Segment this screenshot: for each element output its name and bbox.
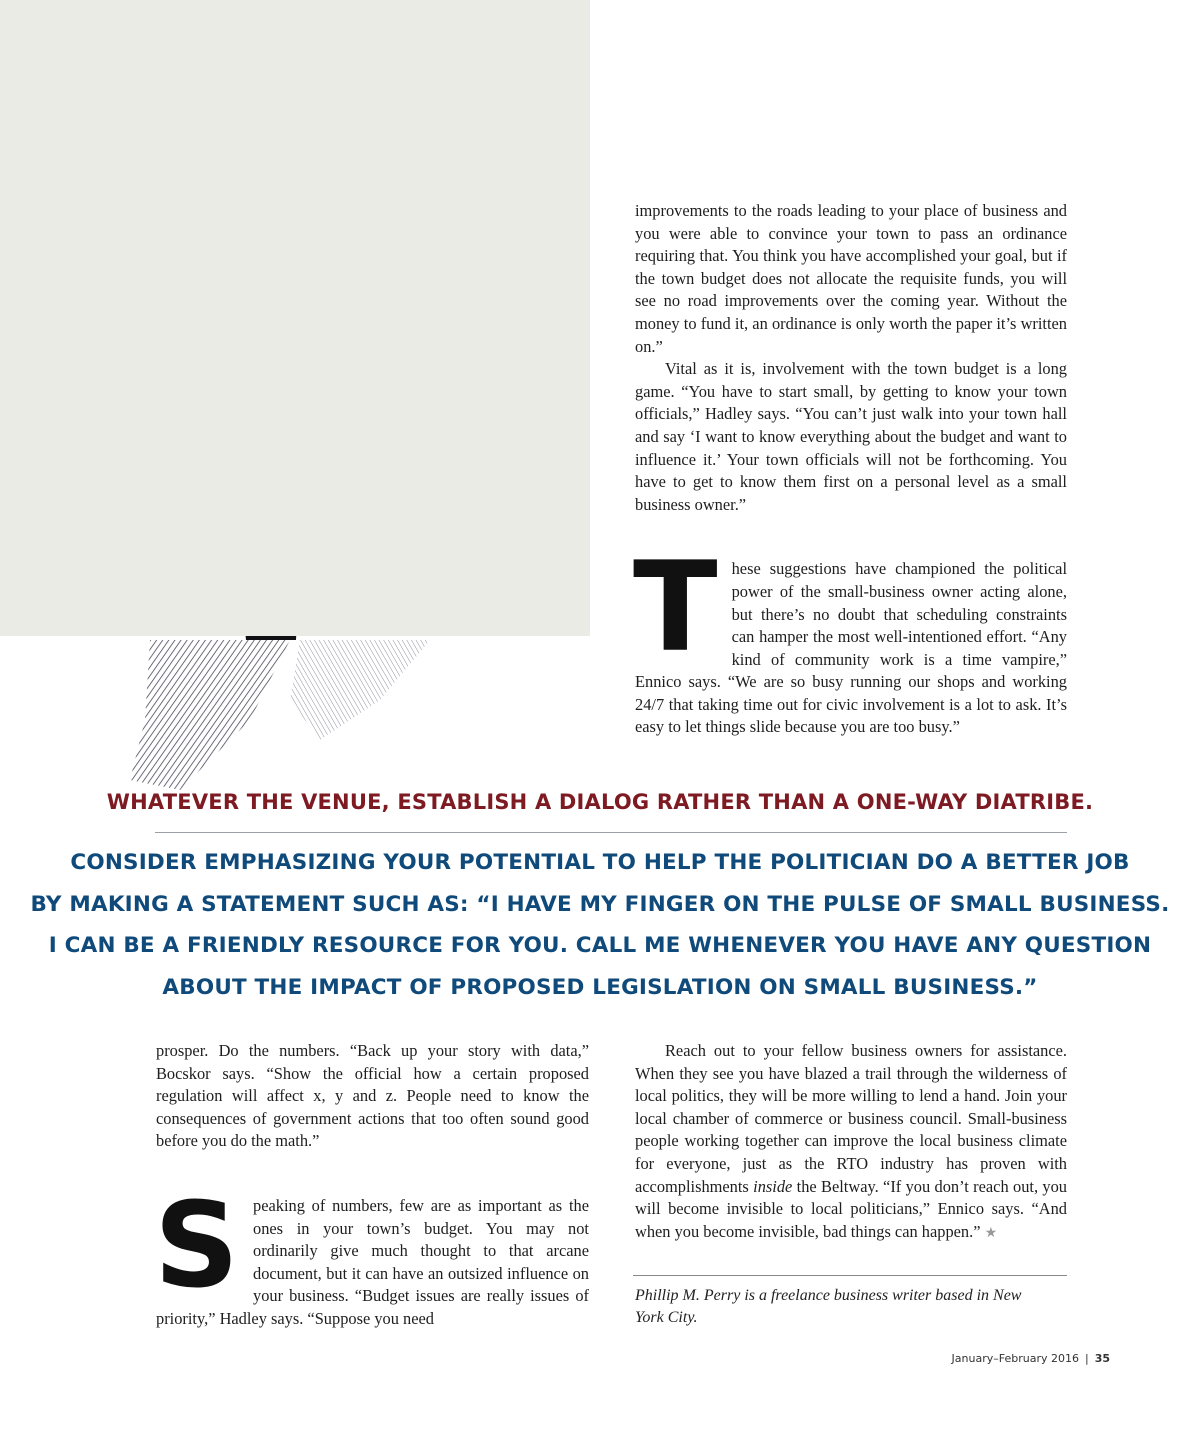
- pull-quote-line: BY MAKING A STATEMENT SUCH AS: “I HAVE MY FINGER ON THE PULSE OF SMALL BUSINESS.: [30, 891, 1170, 917]
- pull-quote-red: WHATEVER THE VENUE, ESTABLISH A DIALOG RATHER THAN A ONE-WAY DIATRIBE.: [106, 790, 1094, 814]
- pull-quote-blue: [0, 842, 1200, 1008]
- paragraph-text: peaking of numbers, few are as important as the ones in your town’s budget. You may not ordinarily give much thought to that arcane document, but it can have an outsized influence on your business. “Budget issues are really issues of priority,” Hadley says. “Suppose you need: [156, 1195, 589, 1328]
- pull-quote-line: I CAN BE A FRIENDLY RESOURCE FOR YOU. CALL ME WHENEVER YOU HAVE ANY QUESTION: [48, 933, 1152, 958]
- bio-divider: [633, 1275, 1067, 1276]
- paragraph-with-dropcap: [154, 1175, 589, 1331]
- article-column-top-right: [635, 200, 1067, 739]
- divider: [155, 832, 1067, 833]
- pull-quote-line: ABOUT THE IMPACT OF PROPOSED LEGISLATION ON SMALL BUSINESS.”: [162, 974, 1038, 1000]
- paragraph-with-dropcap: [633, 536, 1067, 739]
- paragraph: improvements to the roads leading to your place of business and you were able to convince your town to pass an ordinance requiring that. You think you have accomplished your goal, but if the town budget does not allocate the requisite funds, you will see no road improvements over the coming year. Without the money to fund it, an ordinance is only worth the paper it’s written on.”: [635, 201, 1067, 356]
- dropcap-letter: T: [633, 536, 718, 681]
- paragraph: prosper. Do the numbers. “Back up your story with data,” Bocskor says. “Show the official how a certain proposed regulation will affect x, y and z. People need to know the consequences of government actions that too often sound good before you do the math.”: [156, 1041, 589, 1151]
- article-column-bottom-left: [156, 1040, 589, 1331]
- paragraph-text: hese suggestions have championed the political power of the small-business owner acting alone, but there’s no doubt that scheduling constraints can hamper the most well-intentioned effort. “Any kind of community work is a time vampire,” Ennico says. “We are so busy running our shops and working 24/7 that taking time out for civic involvement is a lot to ask. It’s easy to let things slide because you are too busy.”: [635, 559, 1067, 737]
- page-number: 35: [1094, 1352, 1110, 1365]
- paragraph-text: the Beltway. “If you don’t reach out, you will become invisible to local politicians,” Ennico says. “And when you become invisible, bad things can happen.”: [635, 1176, 1067, 1241]
- emphasis-text: inside: [753, 1176, 793, 1196]
- pull-quote-line: CONSIDER EMPHASIZING YOUR POTENTIAL TO HELP THE POLITICIAN DO A BETTER JOB: [70, 850, 1130, 875]
- page-folio: [952, 1352, 1110, 1365]
- article-column-bottom-right: [635, 1040, 1067, 1245]
- end-mark-star-icon: ★: [984, 1225, 998, 1241]
- paragraph-text: Reach out to your fellow business owners for assistance. When they see you have blazed a trail through the wilderness of local politics, they will be more willing to lend a hand. Join your local chamber of commerce or business council. Small-business people working together can improve the local business climate for everyone, just as the RTO industry has proven with accomplishments: [635, 1041, 1067, 1196]
- article-illustration: [0, 0, 590, 800]
- paragraph: Vital as it is, involvement with the town budget is a long game. “You have to start small, by getting to know your town officials,” Hadley says. “You can’t just walk into your town hall and say ‘I want to know everything about the budget and want to influence it.’ Your town officials will not be forthcoming. You have to get to know them first on a personal level as a small business owner.”: [635, 359, 1067, 514]
- illustration-background: [0, 0, 590, 636]
- paragraph: [635, 1040, 1067, 1245]
- author-bio: Phillip M. Perry is a freelance business writer based in New York City.: [635, 1287, 1022, 1326]
- issue-date: January–February 2016: [951, 1352, 1079, 1365]
- folio-separator: |: [1084, 1352, 1089, 1365]
- dropcap-letter: S: [154, 1175, 239, 1314]
